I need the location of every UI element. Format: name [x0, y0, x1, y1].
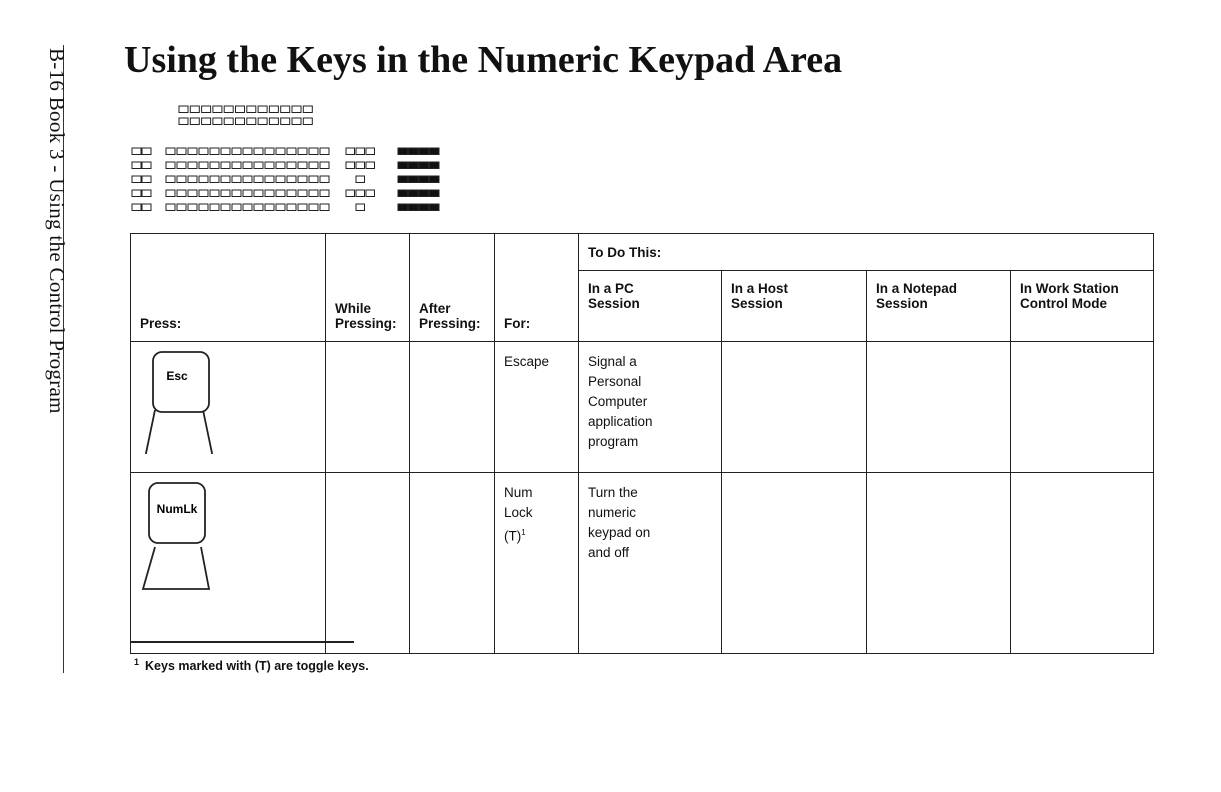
- keyboard-key: [177, 148, 186, 155]
- pc-num-line-2: numeric: [588, 505, 637, 520]
- header-to-do-this-label: To Do This:: [588, 244, 662, 260]
- pc-esc-line-2: Personal: [588, 374, 642, 389]
- keyboard-key: [132, 190, 141, 197]
- keyboard-key: [202, 106, 211, 113]
- keyboard-key: [247, 106, 256, 113]
- keypad-key: [398, 190, 408, 197]
- pc-esc-line-1: Signal a: [588, 354, 637, 369]
- keypad-key: [419, 162, 429, 169]
- keyboard-key: [281, 118, 290, 125]
- keyboard-key: [190, 118, 199, 125]
- keypad-key: [398, 176, 408, 183]
- esc-key-label: Esc: [166, 369, 188, 383]
- keyboard-key: [166, 176, 175, 183]
- keyboard-key: [247, 118, 256, 125]
- keypad-key: [430, 176, 440, 183]
- keyboard-key: [309, 148, 318, 155]
- keyboard-key: [142, 162, 151, 169]
- keyboard-key: [292, 118, 301, 125]
- keyboard-key: [213, 106, 222, 113]
- keyboard-key: [232, 162, 241, 169]
- header-host-label-2: Session: [731, 296, 783, 311]
- keyboard-key: [265, 176, 274, 183]
- keyboard-key: [166, 190, 175, 197]
- keyboard-key: [346, 162, 355, 169]
- keyboard-key: [177, 176, 186, 183]
- keyboard-key: [188, 190, 197, 197]
- pc-esc-line-4: application: [588, 414, 653, 429]
- keyboard-key: [142, 190, 151, 197]
- keyboard-key: [199, 190, 208, 197]
- footnote-marker: 1: [134, 657, 140, 667]
- keyboard-key: [254, 176, 263, 183]
- header-after-pressing: [410, 234, 495, 342]
- running-header: B-16 Book 3 - Using the Control Program: [45, 48, 69, 414]
- keyboard-key: [243, 190, 252, 197]
- keyboard-key: [366, 190, 375, 197]
- keyboard-key: [298, 204, 307, 211]
- pc-session-cell-numlock: [579, 473, 722, 654]
- table-row: [131, 473, 1154, 654]
- keyboard-key: [303, 118, 312, 125]
- keyboard-key: [236, 106, 245, 113]
- keyboard-key: [320, 162, 329, 169]
- notepad-session-cell: [867, 473, 1011, 654]
- header-for-label: For:: [504, 316, 531, 331]
- keyboard-key: [224, 118, 233, 125]
- keyboard-key: [356, 204, 365, 211]
- keyboard-key: [292, 106, 301, 113]
- header-notepad-label-2: Session: [876, 296, 928, 311]
- keyboard-key: [254, 162, 263, 169]
- keyboard-key: [221, 148, 230, 155]
- keypad-key: [419, 176, 429, 183]
- header-workstation-mode: [1011, 271, 1154, 342]
- header-to-do-this: [579, 234, 1154, 271]
- keyboard-key: [254, 204, 263, 211]
- keyboard-key: [320, 148, 329, 155]
- footnote-rule: [130, 641, 354, 643]
- keyboard-key: [179, 118, 188, 125]
- notepad-session-cell: [867, 342, 1011, 473]
- esc-key-icon: [141, 350, 221, 454]
- keyboard-key: [210, 148, 219, 155]
- pc-num-line-3: keypad on: [588, 525, 651, 540]
- while-pressing-cell: [326, 473, 410, 654]
- keyboard-key: [346, 190, 355, 197]
- pc-esc-line-3: Computer: [588, 394, 648, 409]
- keyboard-key: [199, 162, 208, 169]
- keyboard-key: [199, 148, 208, 155]
- keyboard-key: [356, 176, 365, 183]
- header-notepad-label-1: In a Notepad: [876, 281, 958, 296]
- keyboard-key: [287, 190, 296, 197]
- keypad-key: [409, 204, 419, 211]
- workstation-cell: [1011, 473, 1154, 654]
- keyboard-key: [309, 176, 318, 183]
- footnote-text: Keys marked with (T) are toggle keys.: [145, 659, 369, 674]
- for-cell-numlock: [495, 473, 579, 654]
- header-host-session: [722, 271, 867, 342]
- keyboard-key: [298, 190, 307, 197]
- keyboard-key: [276, 176, 285, 183]
- header-while-label-1: While: [335, 301, 371, 316]
- keyboard-key: [190, 106, 199, 113]
- keyboard-key: [210, 176, 219, 183]
- header-press-label: Press:: [140, 316, 182, 331]
- keyboard-key: [232, 204, 241, 211]
- header-after-label-1: After: [419, 301, 451, 316]
- keyboard-key: [298, 162, 307, 169]
- keyboard-key: [281, 106, 290, 113]
- keyboard-key: [356, 148, 365, 155]
- for-cell-esc: [495, 342, 579, 473]
- keyboard-key: [177, 162, 186, 169]
- keyboard-key: [188, 176, 197, 183]
- keyboard-key: [243, 176, 252, 183]
- keyboard-key: [298, 176, 307, 183]
- keypad-key: [430, 204, 440, 211]
- keyboard-key: [243, 204, 252, 211]
- keyboard-key: [254, 148, 263, 155]
- keyboard-key: [132, 176, 141, 183]
- keyboard-key: [276, 148, 285, 155]
- keypad-key: [409, 176, 419, 183]
- host-session-cell: [722, 473, 867, 654]
- pc-esc-line-5: program: [588, 434, 639, 449]
- keyboard-key: [232, 190, 241, 197]
- keyboard-key: [320, 190, 329, 197]
- keypad-key: [409, 190, 419, 197]
- for-num-line-1: Num: [504, 485, 533, 500]
- header-host-label-1: In a Host: [731, 281, 789, 296]
- keyboard-key: [232, 148, 241, 155]
- key-reference-table: [130, 233, 1154, 654]
- keypad-key: [398, 204, 408, 211]
- pc-num-line-1: Turn the: [588, 485, 638, 500]
- keyboard-key: [356, 190, 365, 197]
- keyboard-key: [177, 190, 186, 197]
- keyboard-key: [276, 204, 285, 211]
- keypad-key: [430, 162, 440, 169]
- keyboard-key: [320, 176, 329, 183]
- keyboard-key: [243, 148, 252, 155]
- keyboard-key: [210, 162, 219, 169]
- keypad-key: [398, 162, 408, 169]
- keyboard-key: [132, 204, 141, 211]
- keyboard-key: [356, 162, 365, 169]
- numlock-key-icon: [141, 481, 221, 591]
- keyboard-key: [132, 148, 141, 155]
- header-pc-label-2: Session: [588, 296, 640, 311]
- keyboard-key: [287, 204, 296, 211]
- keyboard-key: [265, 162, 274, 169]
- keyboard-key: [221, 176, 230, 183]
- keypad-key: [419, 148, 429, 155]
- keyboard-key: [132, 162, 141, 169]
- keyboard-key: [287, 176, 296, 183]
- header-for: [495, 234, 579, 342]
- header-workstation-label-2: Control Mode: [1020, 296, 1107, 311]
- header-pc-label-1: In a PC: [588, 281, 634, 296]
- keyboard-key: [276, 190, 285, 197]
- keypad-key: [409, 148, 419, 155]
- table-row: [131, 342, 1154, 473]
- keyboard-key: [232, 176, 241, 183]
- keyboard-key: [254, 190, 263, 197]
- keyboard-key: [142, 176, 151, 183]
- keyboard-key: [303, 106, 312, 113]
- keyboard-key: [188, 162, 197, 169]
- header-workstation-label-1: In Work Station: [1020, 281, 1119, 296]
- keyboard-key: [199, 204, 208, 211]
- keyboard-key: [166, 204, 175, 211]
- after-pressing-cell: [410, 473, 495, 654]
- header-after-label-2: Pressing:: [419, 316, 481, 331]
- header-while-pressing: [326, 234, 410, 342]
- keyboard-key: [346, 148, 355, 155]
- keyboard-key: [366, 162, 375, 169]
- key-cell-numlock: [131, 473, 326, 654]
- keypad-key: [398, 148, 408, 155]
- key-cell-esc: [131, 342, 326, 473]
- keyboard-key: [287, 148, 296, 155]
- keyboard-key: [276, 162, 285, 169]
- keypad-key: [430, 148, 440, 155]
- keyboard-key: [142, 148, 151, 155]
- keyboard-key: [287, 162, 296, 169]
- keyboard-key: [309, 162, 318, 169]
- keyboard-key: [265, 190, 274, 197]
- keyboard-key: [166, 162, 175, 169]
- footnote-ref: 1: [521, 528, 526, 537]
- page-title: Using the Keys in the Numeric Keypad Area: [124, 39, 843, 81]
- keyboard-key: [221, 190, 230, 197]
- for-num-line-2: Lock: [504, 505, 533, 520]
- keyboard-key: [142, 204, 151, 211]
- pc-session-cell-esc: [579, 342, 722, 473]
- keyboard-key: [269, 106, 278, 113]
- keyboard-key: [166, 148, 175, 155]
- workstation-cell: [1011, 342, 1154, 473]
- keyboard-key: [269, 118, 278, 125]
- keypad-key: [409, 162, 419, 169]
- header-pc-session: [579, 271, 722, 342]
- keyboard-key: [366, 148, 375, 155]
- keyboard-key: [188, 148, 197, 155]
- keyboard-key: [309, 204, 318, 211]
- keyboard-layout-icon: [130, 104, 450, 216]
- for-esc-line: Escape: [504, 354, 550, 369]
- keyboard-key: [265, 148, 274, 155]
- keyboard-key: [213, 118, 222, 125]
- header-while-label-2: Pressing:: [335, 316, 397, 331]
- for-num-line-3: [504, 523, 569, 547]
- keyboard-key: [177, 204, 186, 211]
- keyboard-key: [320, 204, 329, 211]
- keypad-key: [419, 190, 429, 197]
- after-pressing-cell: [410, 342, 495, 473]
- keyboard-key: [258, 118, 267, 125]
- footnote: [134, 657, 369, 673]
- while-pressing-cell: [326, 342, 410, 473]
- keyboard-key: [210, 204, 219, 211]
- numlock-key-label: NumLk: [156, 502, 198, 516]
- header-notepad-session: [867, 271, 1011, 342]
- keyboard-key: [221, 162, 230, 169]
- keyboard-key: [298, 148, 307, 155]
- keyboard-key: [221, 204, 230, 211]
- keyboard-key: [199, 176, 208, 183]
- keyboard-key: [258, 106, 267, 113]
- keyboard-key: [179, 106, 188, 113]
- keyboard-key: [224, 106, 233, 113]
- keypad-key: [419, 204, 429, 211]
- host-session-cell: [722, 342, 867, 473]
- keyboard-key: [265, 204, 274, 211]
- for-num-toggle: (T): [504, 528, 522, 544]
- keypad-key: [430, 190, 440, 197]
- keyboard-key: [243, 162, 252, 169]
- pc-num-line-4: and off: [588, 545, 630, 560]
- table-header-row: [131, 234, 1154, 271]
- keyboard-key: [236, 118, 245, 125]
- header-press: [131, 234, 326, 342]
- keyboard-key: [188, 204, 197, 211]
- keyboard-key: [210, 190, 219, 197]
- keyboard-key: [202, 118, 211, 125]
- keyboard-key: [309, 190, 318, 197]
